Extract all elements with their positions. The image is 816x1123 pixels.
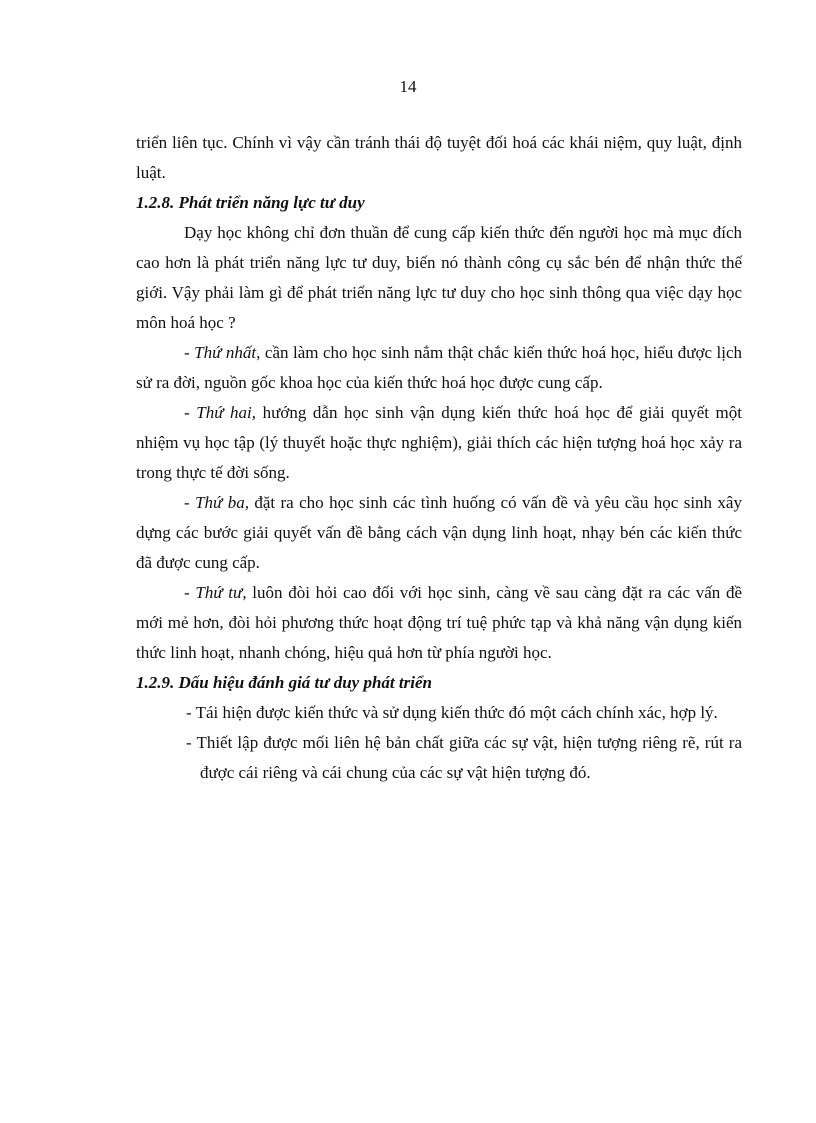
page-number: 14 <box>399 77 417 96</box>
point-lead-italic: Thứ tư <box>195 583 243 602</box>
point-fourth <box>136 578 742 668</box>
point-text: , luôn đòi hỏi cao đối với học sinh, càng về sau càng đặt ra các vấn đề mới mẻ hơn, đòi hỏi phương thức hoạt động trí tuệ phức tạp và khả năng vận dụng kiến thức linh hoạt, nhanh chóng, hiệu quả hơn từ phía người học. <box>136 583 742 662</box>
point-text: , cần làm cho học sinh nắm thật chắc kiến thức hoá học, hiểu được lịch sử ra đời, nguồn gốc khoa học của kiến thức hoá học được cung cấp. <box>136 343 742 392</box>
point-first <box>136 338 742 398</box>
point-dash: - <box>184 583 196 602</box>
section-heading-1-2-8: 1.2.8. Phát triển năng lực tư duy <box>136 193 365 212</box>
point-lead-italic: Thứ nhất <box>194 343 257 362</box>
point-text: , đặt ra cho học sinh các tình huống có vấn đề và yêu cầu học sinh xây dựng các bước giải quyết vấn đề bằng cách vận dụng linh hoạt, nhạy bén các kiến thức đã được cung cấp. <box>136 493 742 572</box>
point-second <box>136 398 742 488</box>
point-dash: - <box>184 343 195 362</box>
point-lead-italic: Thứ hai <box>196 403 252 422</box>
list-item: - Thiết lập được mối liên hệ bản chất giữa các sự vật, hiện tượng riêng rẽ, rút ra được cái riêng và cái chung của các sự vật hiện tượng đó. <box>186 733 742 782</box>
point-third <box>136 488 742 578</box>
point-dash: - <box>184 403 197 422</box>
section-1-2-8-paragraph: Dạy học không chỉ đơn thuần để cung cấp kiến thức đến người học mà mục đích cao hơn là phát triển năng lực tư duy, biến nó thành công cụ sắc bén để nhận thức thế giới. Vậy phải làm gì để phát triển năng lực tư duy cho học sinh thông qua việc dạy học môn hoá học ? <box>136 223 742 332</box>
intro-paragraph: triển liên tục. Chính vì vậy cần tránh thái độ tuyệt đối hoá các khái niệm, quy luật, định luật. <box>136 133 742 182</box>
list-item: - Tái hiện được kiến thức và sử dụng kiến thức đó một cách chính xác, hợp lý. <box>186 703 718 722</box>
section-heading-1-2-9: 1.2.9. Dấu hiệu đánh giá tư duy phát triển <box>136 673 432 692</box>
page-body <box>136 128 742 788</box>
point-text: , hướng dẫn học sinh vận dụng kiến thức hoá học để giải quyết một nhiệm vụ học tập (lý thuyết hoặc thực nghiệm), giải thích các hiện tượng hoá học xảy ra trong thực tế đời sống. <box>136 403 742 482</box>
point-lead-italic: Thứ ba <box>195 493 245 512</box>
point-dash: - <box>184 493 196 512</box>
